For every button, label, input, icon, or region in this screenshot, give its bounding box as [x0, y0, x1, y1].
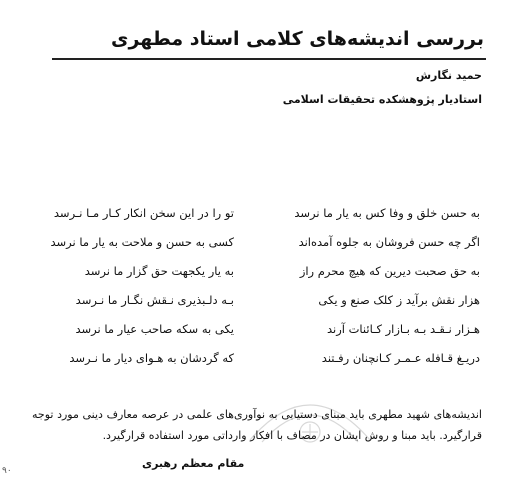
leader-quote: اندیشه‌های شهید مطهری باید مبنای دستیابی به نوآوری‌های علمی در عرصه معارف دینی مورد توجه قرارگیرد. باید مبنا و روش ایشان در مصاف با افکار وارداتی مورد استفاده قرارگیرد.	[32, 408, 482, 442]
poem-right-line: اگر چه حسن فروشان به جلوه آمده‌اند	[298, 235, 480, 249]
article-title: بررسی اندیشه‌های کلامی استاد مطهری	[111, 28, 484, 50]
poem-right-line: هـزار نـقـد بـه بـازار کـائنات آرند	[326, 322, 480, 336]
poem-right-line: به حق صحبت دیرین که هیچ محرم راز	[299, 264, 480, 278]
poem-right-line: هزار نقش برآید ز کلک صنع و یکی	[318, 293, 480, 307]
author-name: حمید نگارش	[415, 69, 482, 82]
poem-left-line: یکی به سکه صاحب عیار ما نرسد	[75, 322, 234, 336]
quote-attribution: مقام معظم رهبری	[142, 457, 245, 470]
poem-left-line: کسی به حسن و ملاحت به یار ما نرسد	[50, 235, 234, 249]
author-affiliation: استادیار پژوهشکده تحقیقات اسلامی	[282, 93, 482, 106]
poem-left-line: بـه دلـبذیری نـقش نگـار ما نـرسد	[75, 293, 234, 307]
poem-left-line: که گردشان به هـوای دیار ما نـرسد	[69, 351, 234, 365]
poem-left-line: به یار یکجهت حق گزار ما نرسد	[84, 264, 234, 278]
page-number: ٩٠	[2, 466, 12, 476]
poem-left-line: تو را در این سخن انکار کـار مـا نـرسد	[53, 206, 234, 220]
poem-right-line: به حسن خلق و وفا کس به یار ما نرسد	[294, 206, 480, 220]
title-underline	[52, 58, 486, 60]
poem-right-line: دریـغ قـافله عـمـر کـانچنان رفـتند	[321, 351, 480, 365]
